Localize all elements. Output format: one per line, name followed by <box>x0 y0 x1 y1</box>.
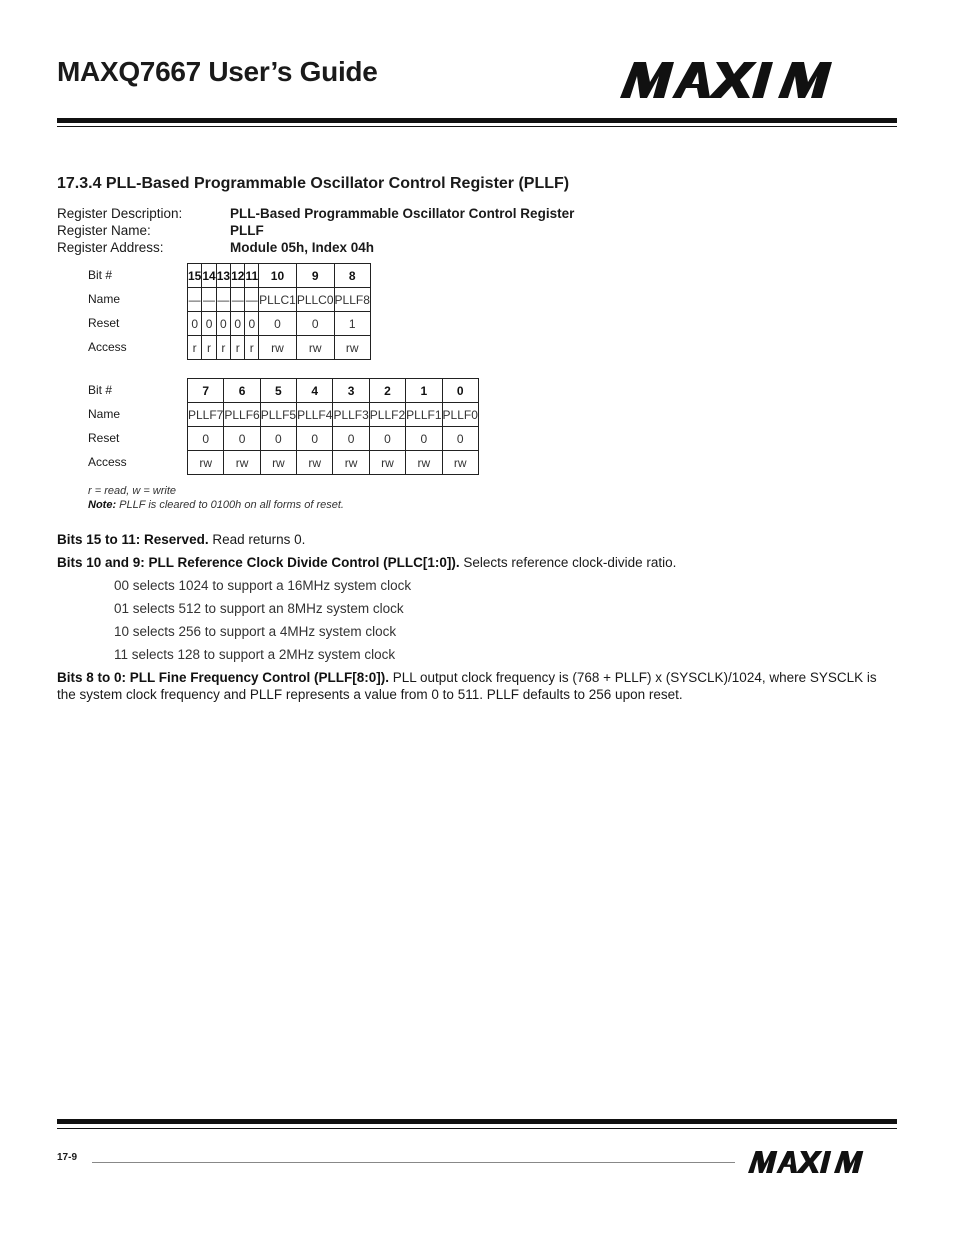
name-cell: PLLF4 <box>297 403 333 427</box>
document-title: MAXQ7667 User’s Guide <box>57 56 378 87</box>
bit-cell: 13 <box>216 264 230 288</box>
name-row <box>188 403 479 427</box>
row-label-access: Access <box>88 340 127 354</box>
bit-cell: 6 <box>224 379 260 403</box>
name-cell: — <box>245 288 259 312</box>
name-cell: PLLF1 <box>406 403 442 427</box>
reset-cell: 0 <box>188 427 224 451</box>
access-cell: rw <box>369 451 405 475</box>
bit-cell: 0 <box>442 379 478 403</box>
reset-cell: 0 <box>369 427 405 451</box>
reset-cell: 0 <box>297 427 333 451</box>
row-labels <box>88 263 183 359</box>
meta-label: Register Address: <box>57 240 164 255</box>
maxim-logo <box>620 62 892 98</box>
reset-cell: 0 <box>245 312 259 336</box>
reset-cell: 0 <box>260 427 296 451</box>
access-cell: rw <box>259 336 297 360</box>
bit-cell: 5 <box>260 379 296 403</box>
row-label-bit: Bit # <box>88 383 113 397</box>
reset-cell: 0 <box>202 312 216 336</box>
reset-cell: 0 <box>259 312 297 336</box>
access-cell: r <box>202 336 216 360</box>
reset-cell: 0 <box>231 312 245 336</box>
access-cell: rw <box>442 451 478 475</box>
access-cell: r <box>216 336 230 360</box>
pllc-option: 01 selects 512 to support an 8MHz system clock <box>114 601 404 616</box>
reset-note <box>88 498 344 512</box>
pllc-option: 11 selects 128 to support a 2MHz system clock <box>114 647 396 662</box>
row-label-name: Name <box>88 292 121 306</box>
maxim-logo-footer <box>748 1151 896 1173</box>
section-heading: 17.3.4 PLL-Based Programmable Oscillator Control Register (PLLF) <box>57 175 570 192</box>
bit-cell: 12 <box>231 264 245 288</box>
name-cell: PLLF3 <box>333 403 369 427</box>
reset-row <box>188 427 479 451</box>
reset-cell: 0 <box>406 427 442 451</box>
access-cell: rw <box>406 451 442 475</box>
name-cell: PLLF8 <box>334 288 370 312</box>
pllc-option: 10 selects 256 to support a 4MHz system clock <box>114 624 397 639</box>
meta-row-address <box>57 239 574 256</box>
bit-number-row <box>188 264 371 288</box>
reset-cell: 0 <box>188 312 202 336</box>
access-cell: rw <box>333 451 369 475</box>
access-legend: r = read, w = write <box>88 485 177 497</box>
bit-cell: 7 <box>188 379 224 403</box>
name-cell: — <box>216 288 230 312</box>
header-rule <box>57 118 897 123</box>
name-cell: PLLF2 <box>369 403 405 427</box>
access-cell: rw <box>260 451 296 475</box>
reset-row <box>188 312 371 336</box>
pllc-description <box>57 554 676 571</box>
pllc-option: 00 selects 1024 to support a 16MHz system clock <box>114 578 412 593</box>
pllc-label: Bits 10 and 9: PLL Reference Clock Divide Control (PLLC[1:0]). <box>57 555 460 570</box>
access-cell: r <box>188 336 202 360</box>
meta-label: Register Name: <box>57 223 151 238</box>
register-grid-low <box>187 378 479 475</box>
register-grid-high <box>187 263 371 360</box>
bit-cell: 8 <box>334 264 370 288</box>
name-cell: — <box>188 288 202 312</box>
meta-row-description <box>57 205 574 222</box>
access-cell: rw <box>297 451 333 475</box>
reserved-text: Read returns 0. <box>208 532 306 547</box>
name-cell: PLLC1 <box>259 288 297 312</box>
row-label-access: Access <box>88 455 127 469</box>
reset-cell: 0 <box>224 427 260 451</box>
reserved-description <box>57 531 305 548</box>
access-cell: r <box>245 336 259 360</box>
access-row <box>188 451 479 475</box>
bit-cell: 4 <box>297 379 333 403</box>
row-label-reset: Reset <box>88 316 120 330</box>
meta-label: Register Description: <box>57 206 183 221</box>
pllf-description <box>57 669 899 703</box>
name-cell: PLLC0 <box>296 288 334 312</box>
bit-number-row <box>188 379 479 403</box>
row-label-name: Name <box>88 407 121 421</box>
pllf-label: Bits 8 to 0: PLL Fine Frequency Control (PLLF[8:0]). <box>57 670 390 685</box>
footer-rule-thin <box>57 1128 897 1129</box>
row-label-reset: Reset <box>88 431 120 445</box>
bit-cell: 11 <box>245 264 259 288</box>
bit-cell: 10 <box>259 264 297 288</box>
bit-cell: 1 <box>406 379 442 403</box>
reset-cell: 0 <box>296 312 334 336</box>
bit-cell: 15 <box>188 264 202 288</box>
row-labels <box>88 378 183 474</box>
access-cell: rw <box>224 451 260 475</box>
reset-cell: 0 <box>442 427 478 451</box>
bit-cell: 3 <box>333 379 369 403</box>
name-cell: PLLF5 <box>260 403 296 427</box>
footer-divider <box>92 1162 735 1163</box>
bit-cell: 2 <box>369 379 405 403</box>
access-cell: rw <box>296 336 334 360</box>
reset-cell: 0 <box>333 427 369 451</box>
access-cell: rw <box>188 451 224 475</box>
name-cell: PLLF0 <box>442 403 478 427</box>
meta-value: PLLF <box>230 223 264 238</box>
reset-cell: 0 <box>216 312 230 336</box>
name-cell: PLLF6 <box>224 403 260 427</box>
note-text: PLLF is cleared to 0100h on all forms of reset. <box>116 499 344 511</box>
header-rule-thin <box>57 126 897 127</box>
access-cell: rw <box>334 336 370 360</box>
meta-value: Module 05h, Index 04h <box>230 240 375 255</box>
reset-cell: 1 <box>334 312 370 336</box>
meta-row-name <box>57 222 574 239</box>
register-meta <box>57 205 574 256</box>
note-label: Note: <box>88 499 117 511</box>
name-row <box>188 288 371 312</box>
access-cell: r <box>231 336 245 360</box>
row-label-bit: Bit # <box>88 268 113 282</box>
access-row <box>188 336 371 360</box>
pllf-text: PLL output clock frequency is (768 + PLLF) x (SYSCLK)/1024, where SYSCLK is the system clock frequency and PLLF represents a value from 0 to 511. PLLF defaults to 256 upon reset. <box>57 670 877 702</box>
bit-cell: 14 <box>202 264 216 288</box>
bit-cell: 9 <box>296 264 334 288</box>
reserved-label: Bits 15 to 11: Reserved. <box>57 532 209 547</box>
name-cell: — <box>231 288 245 312</box>
footer-rule <box>57 1119 897 1124</box>
page-number: 17-9 <box>57 1152 78 1163</box>
meta-value: PLL-Based Programmable Oscillator Control Register <box>230 206 575 221</box>
name-cell: — <box>202 288 216 312</box>
name-cell: PLLF7 <box>188 403 224 427</box>
pllc-text: Selects reference clock-divide ratio. <box>459 555 677 570</box>
register-legend <box>88 484 344 512</box>
